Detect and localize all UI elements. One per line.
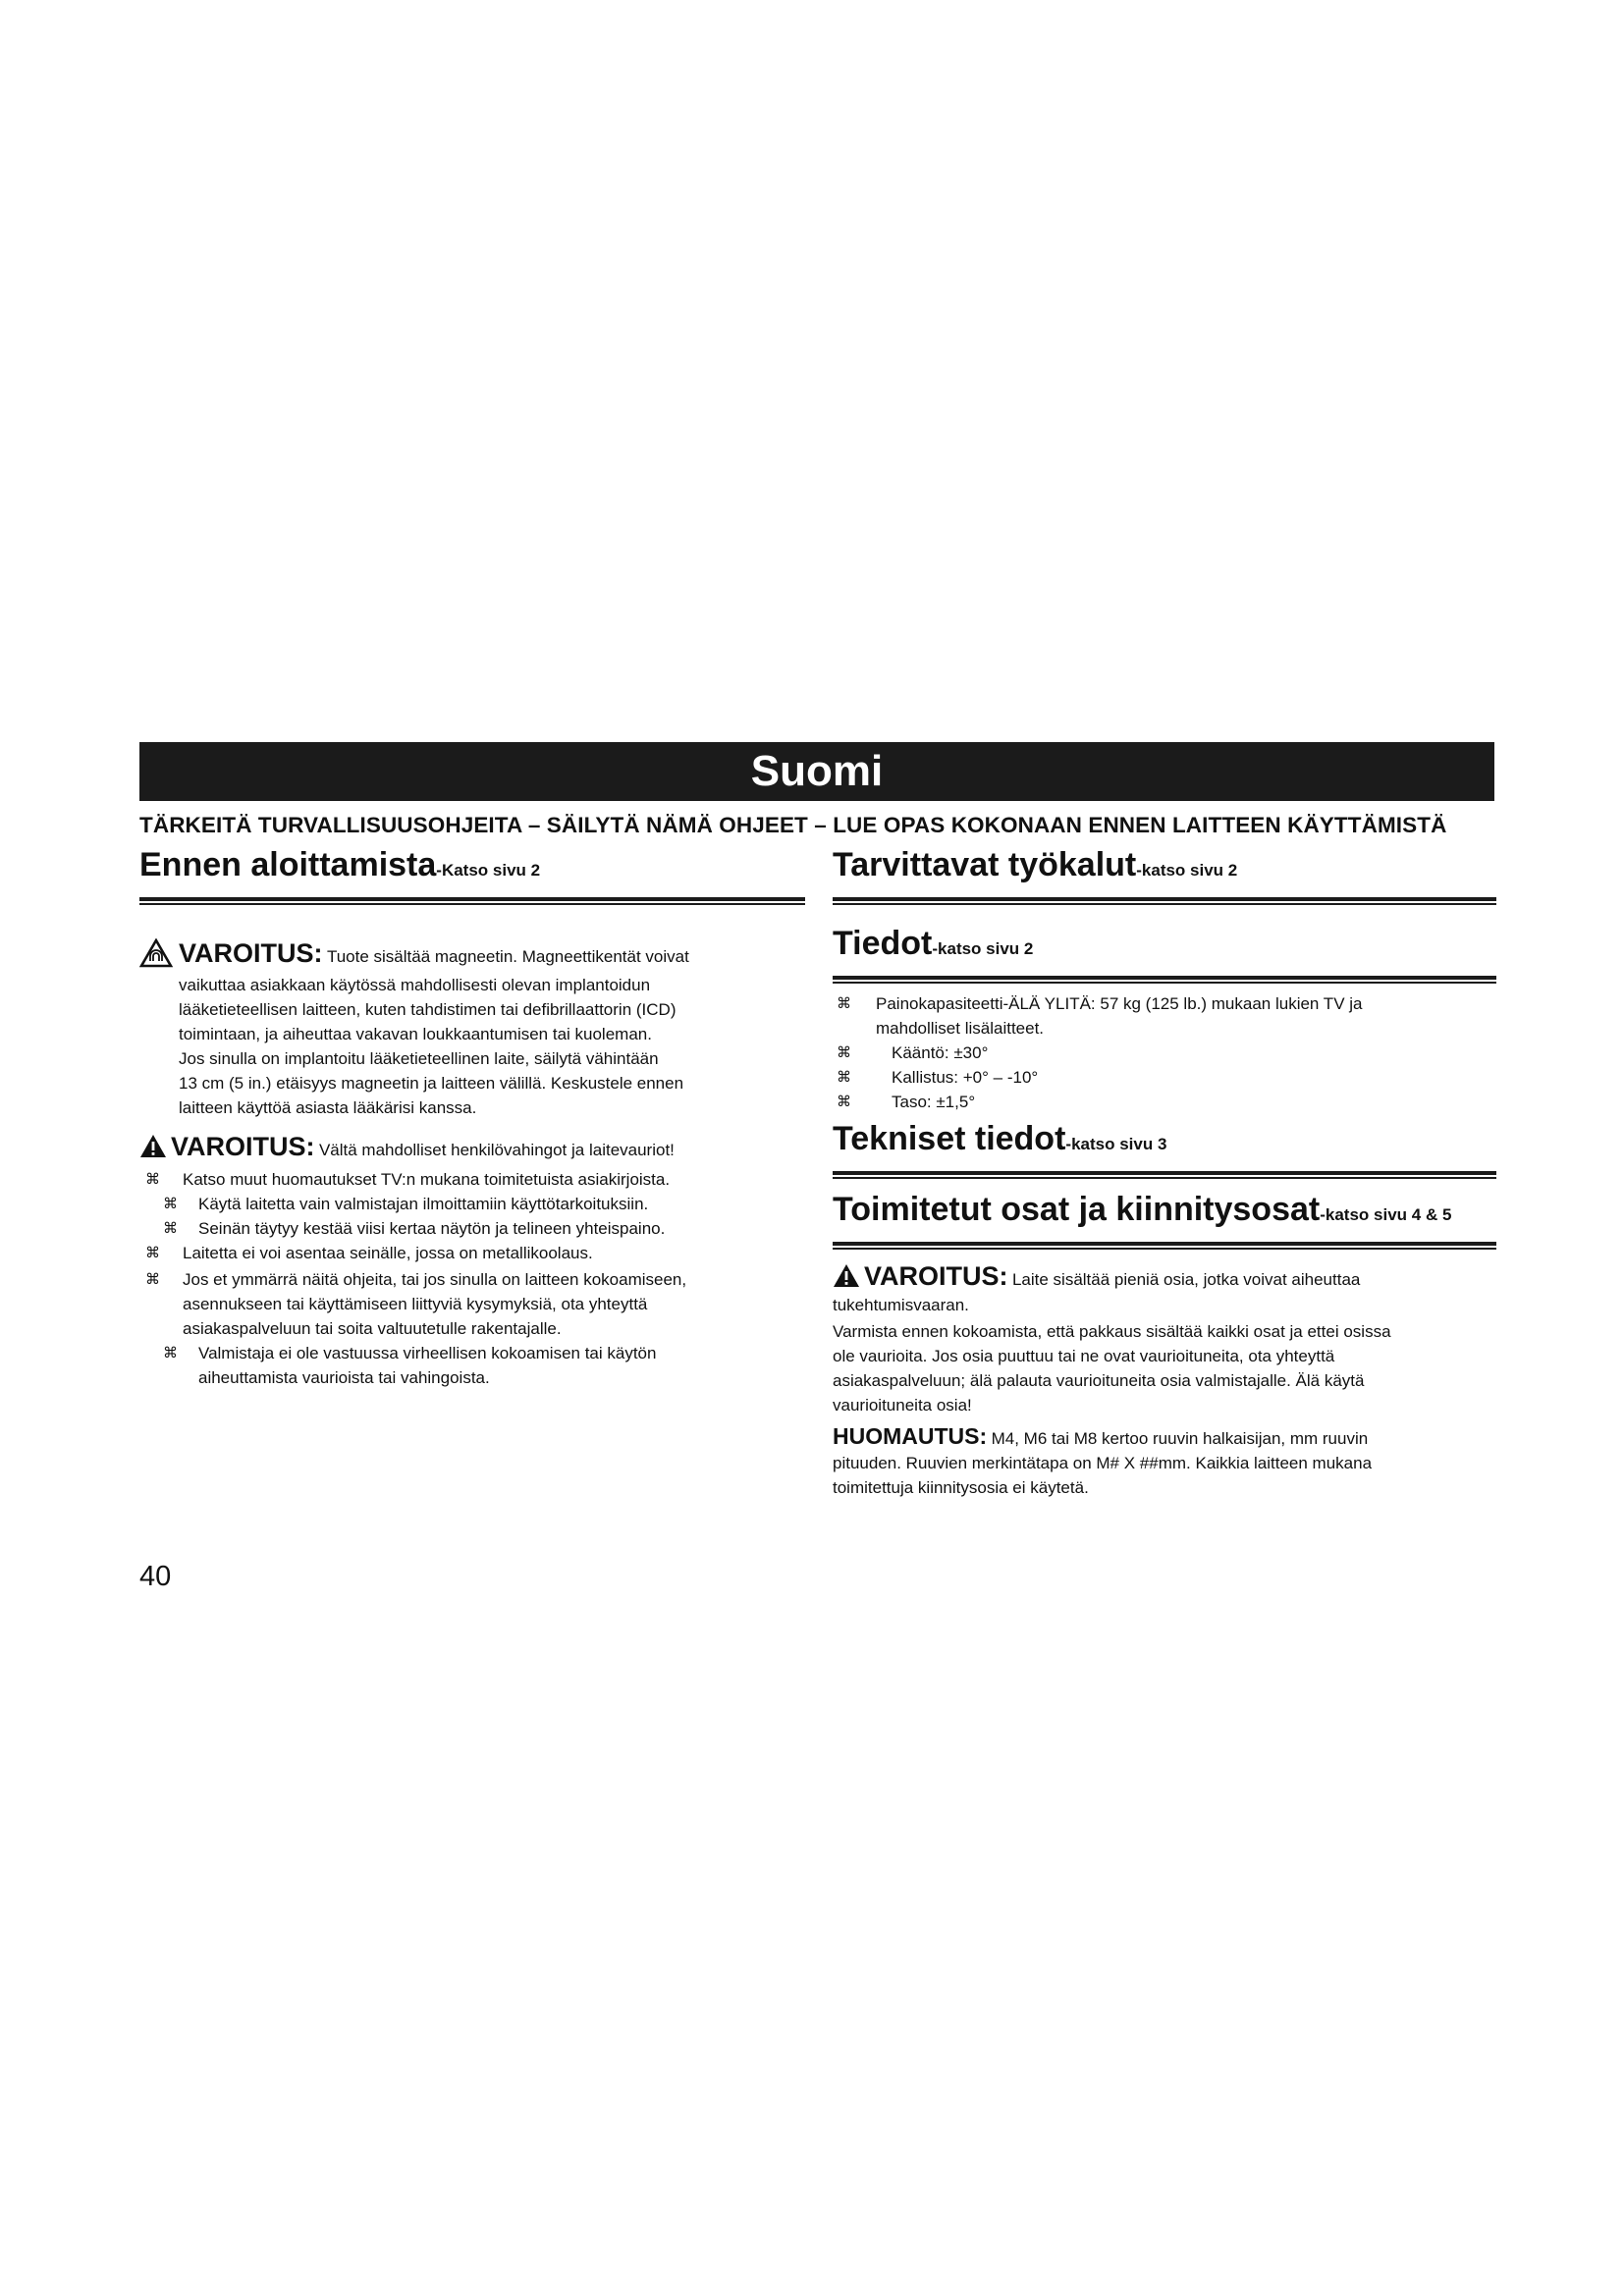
left-column <box>139 844 805 1390</box>
page-number: 40 <box>139 1561 172 1592</box>
warning-line: vaikuttaa asiakkaan käytössä mahdollisesti olevan implantoidun <box>179 976 651 994</box>
bullet-icon: ⌘ <box>145 1271 160 1288</box>
section-title-text: Tiedot <box>833 925 933 962</box>
warning-text: Tuote sisältää magneetin. Magneettikentät voivat <box>326 947 689 966</box>
list-item <box>833 991 1496 1016</box>
bullet-icon: ⌘ <box>163 1220 178 1237</box>
safety-subheading: TÄRKEITÄ TURVALLISUUSOHJEITA – SÄILYTÄ NÄMÄ OHJEET – LUE OPAS KOKONAAN ENNEN LAITTEEN KÄYTTÄMISTÄ <box>139 813 1447 837</box>
section-rule <box>833 1242 1496 1246</box>
section-title-technical <box>833 1118 1496 1165</box>
list-item-text: Taso: ±1,5° <box>892 1093 976 1111</box>
note-text: M4, M6 tai M8 kertoo ruuvin halkaisijan, mm ruuvin <box>991 1429 1369 1448</box>
list-item <box>833 1041 1496 1065</box>
warning-text: Laite sisältää pieniä osia, jotka voivat aiheuttaa <box>1011 1270 1361 1289</box>
bullet-icon: ⌘ <box>163 1196 178 1212</box>
warning-text: Vältä mahdolliset henkilövahingot ja laitevauriot! <box>318 1141 675 1159</box>
list-item <box>139 1167 805 1192</box>
warning-triangle-icon <box>833 1263 860 1293</box>
bullet-icon: ⌘ <box>837 1069 851 1086</box>
note-line: pituuden. Ruuvien merkintätapa on M# X ##mm. Kaikkia laitteen mukana <box>833 1454 1373 1472</box>
section-title-before-start <box>139 844 805 891</box>
section-title-text: Tekniset tiedot <box>833 1120 1066 1157</box>
section-title-text: Toimitetut osat ja kiinnitysosat <box>833 1191 1321 1228</box>
warning-line: Jos sinulla on implantoitu lääketieteellinen laite, säilytä vähintään <box>179 1049 659 1068</box>
section-rule <box>833 976 1496 980</box>
paragraph-line: asiakaspalveluun; älä palauta vaurioituneita osia valmistajalle. Älä käytä <box>833 1371 1365 1390</box>
magnet-warning <box>139 938 805 1120</box>
section-rule <box>139 897 805 901</box>
bullet-icon: ⌘ <box>837 1044 851 1061</box>
list-item-text: asiakaspalveluun tai soita valtuutetulle rakentajalle. <box>183 1319 562 1338</box>
list-item-text: Käytä laitetta vain valmistajan ilmoittamiin käyttötarkoituksiin. <box>198 1195 649 1213</box>
paragraph-line: ole vaurioita. Jos osia puuttuu tai ne ovat vaurioituneita, ota yhteyttä <box>833 1347 1335 1365</box>
list-item-text: Kallistus: +0° – -10° <box>892 1068 1039 1087</box>
page-ref: -Katso sivu 2 <box>436 861 541 880</box>
warning-line: laitteen käyttöä asiasta lääkärisi kanssa. <box>179 1098 477 1117</box>
warning-line: lääketieteellisen laitteen, kuten tahdistimen tai defibrillaattorin (ICD) <box>179 1000 677 1019</box>
list-item <box>833 1065 1496 1090</box>
bullet-icon: ⌘ <box>837 1094 851 1110</box>
list-item-text: Valmistaja ei ole vastuussa virheellisen kokoamisen tai käytön <box>198 1344 657 1362</box>
paragraph-line: vaurioituneita osia! <box>833 1396 972 1415</box>
section-title-text: Ennen aloittamista <box>139 846 437 883</box>
inspection-paragraph <box>833 1319 1496 1417</box>
specs-list <box>833 991 1496 1114</box>
list-item-text: Katso muut huomautukset TV:n mukana toimitetuista asiakirjoista. <box>183 1170 671 1189</box>
bullet-icon: ⌘ <box>163 1345 178 1362</box>
bullet-icon: ⌘ <box>145 1245 160 1261</box>
page-ref: -katso sivu 4 & 5 <box>1320 1205 1452 1224</box>
warning-line: toimintaan, ja aiheuttaa vakavan loukkaantumisen tai kuoleman. <box>179 1025 652 1043</box>
warning-line: 13 cm (5 in.) etäisyys magneetin ja laitteen välillä. Keskustele ennen <box>179 1074 684 1093</box>
list-item <box>139 1216 805 1241</box>
language-banner: Suomi <box>139 742 1494 801</box>
warning-line: tukehtumisvaaran. <box>833 1296 969 1314</box>
page-ref: -katso sivu 2 <box>1136 861 1238 880</box>
bullet-icon: ⌘ <box>145 1171 160 1188</box>
list-item <box>139 1267 805 1341</box>
list-item-text: Seinän täytyy kestää viisi kertaa näytön ja telineen yhteispaino. <box>198 1219 666 1238</box>
right-column <box>833 844 1496 1500</box>
section-title-tools <box>833 844 1496 891</box>
list-item <box>833 1090 1496 1114</box>
list-item <box>139 1341 805 1390</box>
section-rule <box>833 897 1496 901</box>
page-ref: -katso sivu 2 <box>932 939 1034 958</box>
note-line: toimitettuja kiinnitysosia ei käytetä. <box>833 1478 1089 1497</box>
list-item <box>833 1016 1496 1041</box>
precautions-list <box>139 1167 805 1390</box>
section-title-parts <box>833 1189 1496 1236</box>
warning-triangle-icon <box>139 1134 167 1163</box>
list-item-text: Painokapasiteetti-ÄLÄ YLITÄ: 57 kg (125 lb.) mukaan lukien TV ja <box>876 994 1363 1013</box>
bullet-icon: ⌘ <box>837 995 851 1012</box>
screw-note <box>833 1423 1496 1500</box>
list-item-text: Jos et ymmärrä näitä ohjeita, tai jos sinulla on laitteen kokoamiseen, <box>183 1270 687 1289</box>
magnet-warning-icon <box>139 938 173 973</box>
warning-label: VAROITUS: <box>179 938 323 968</box>
warning-label: VAROITUS: <box>171 1132 315 1161</box>
section-title-specs <box>833 923 1496 970</box>
injury-warning <box>139 1132 805 1163</box>
small-parts-warning <box>833 1261 1496 1317</box>
list-item-text: aiheuttamista vaurioista tai vahingoista. <box>198 1368 490 1387</box>
list-item-text: Laitetta ei voi asentaa seinälle, jossa on metallikoolaus. <box>183 1244 593 1262</box>
list-item <box>139 1192 805 1216</box>
list-item-text: Kääntö: ±30° <box>892 1043 989 1062</box>
paragraph-line: Varmista ennen kokoamista, että pakkaus sisältää kaikki osat ja ettei osissa <box>833 1322 1391 1341</box>
warning-label: VAROITUS: <box>864 1261 1008 1291</box>
section-rule <box>833 1171 1496 1175</box>
section-title-text: Tarvittavat työkalut <box>833 846 1137 883</box>
list-item-text: asennukseen tai käyttämiseen liittyviä kysymyksiä, ota yhteyttä <box>183 1295 648 1313</box>
list-item-text: mahdolliset lisälaitteet. <box>876 1019 1045 1038</box>
page-ref: -katso sivu 3 <box>1065 1135 1167 1153</box>
note-label: HUOMAUTUS: <box>833 1423 988 1449</box>
list-item <box>139 1241 805 1265</box>
